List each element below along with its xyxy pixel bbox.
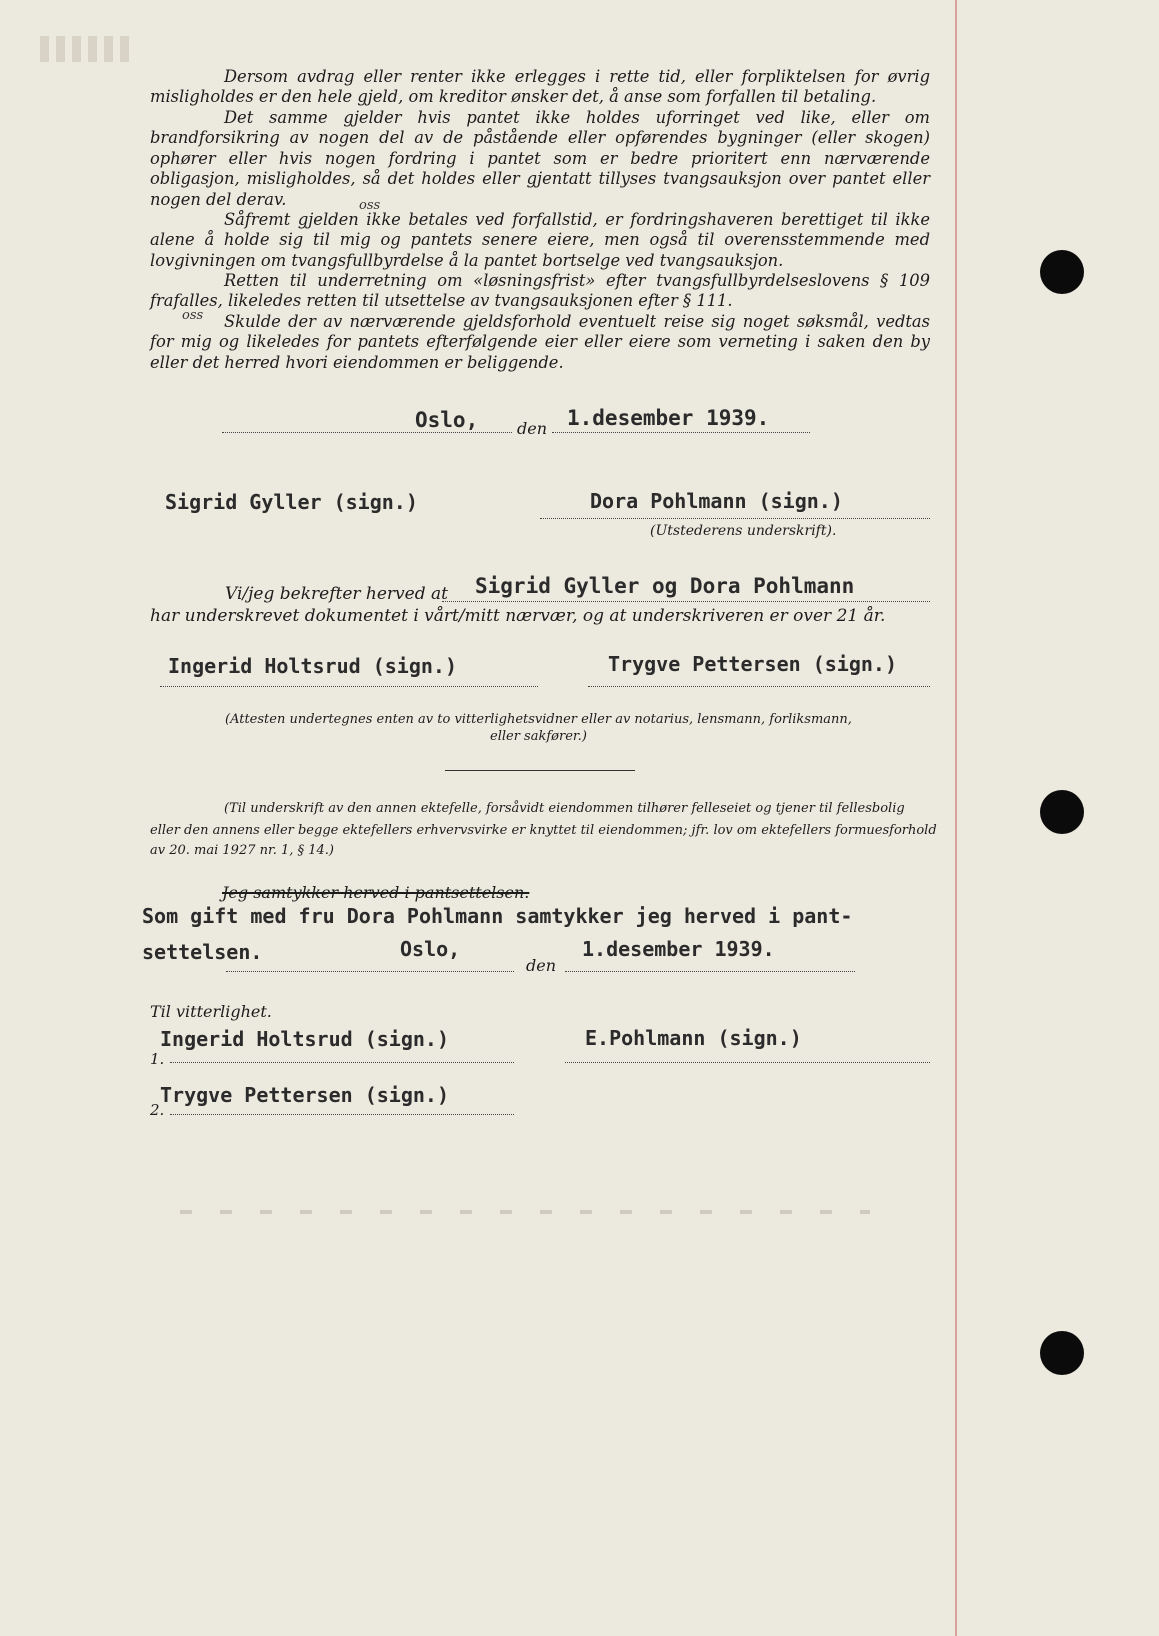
attest-note-line2: eller sakfører.) — [490, 729, 587, 744]
terms-paragraph-5: Skulde der av nærværende gjeldsforhold eventuelt reise sig noget søksmål, vedtas for mig og likeledes for pantets efterfølgende eier eller eiere som verneting i saken den by eller det herred hvori eiendommen er beliggende. — [150, 312, 930, 372]
date-line — [552, 432, 810, 433]
witness-number-2: 2. — [150, 1101, 165, 1119]
attest-prefix: Vi/jeg bekrefter herved at — [225, 584, 448, 604]
consent-typed-line2: settelsen. — [142, 940, 263, 964]
attest-names: Sigrid Gyller og Dora Pohlmann — [475, 574, 855, 598]
consent-place: Oslo, — [400, 937, 461, 961]
punch-hole — [1040, 250, 1084, 294]
terms-paragraph-1: Dersom avdrag eller renter ikke erlegges i rette tid, eller forpliktelsen for øvrig misligholdes er den hele gjeld, om kreditor ønsker det, å anse som forfallen til betaling. — [150, 67, 930, 107]
terms-paragraph-4: Retten til underretning om «løsningsfrist» efter tvangsfullbyrdelseslovens § 109 frafalles, likeledes retten til utsettelse av tvangsauksjonen efter § 111. — [150, 271, 930, 311]
attest-statement: har underskrevet dokumentet i vårt/mitt nærvær, og at underskriveren er over 21 år. — [150, 606, 886, 626]
witness-2: Trygve Pettersen (sign.) — [608, 652, 897, 676]
consent-typed-line1: Som gift med fru Dora Pohlmann samtykker jeg herved i pant- — [142, 904, 853, 928]
spouse-signature: E.Pohlmann (sign.) — [585, 1026, 802, 1050]
attest-line — [442, 601, 930, 602]
punch-hole — [1040, 790, 1084, 834]
corner-stamp-mark — [40, 36, 130, 62]
place-line — [226, 971, 514, 972]
signer-right: Dora Pohlmann (sign.) — [590, 489, 843, 513]
signature-line — [565, 1062, 930, 1063]
separator-rule — [445, 770, 635, 771]
witness-1: Ingerid Holtsrud (sign.) — [168, 654, 457, 678]
signer-left: Sigrid Gyller (sign.) — [165, 490, 418, 514]
handwritten-annotation: oss — [182, 308, 204, 323]
witness-line — [160, 686, 538, 687]
signing-date: 1.desember 1939. — [567, 406, 770, 430]
signer-caption: (Utstederens underskrift). — [650, 523, 837, 539]
witness-line — [588, 686, 930, 687]
terms-paragraph-2: Det samme gjelder hvis pantet ikke holdes uforringet ved like, eller om brandforsikring av nogen del av de påstående eller opførendes bygninger (eller skogen) ophører eller hvis nogen fordring i pantet som er bedre prioritert enn nærværende obligasjon, misligholdes, så det holdes eller gjentatt tillyses tvangsauksjon over pantet eller nogen del derav. — [150, 108, 930, 209]
attest-note-line1: (Attesten undertegnes enten av to vitterlighetsvidner eller av notarius, lensmann, forliksmann, — [225, 712, 852, 727]
witness-line — [170, 1114, 514, 1115]
signing-place: Oslo, — [415, 408, 479, 432]
consent-witness-1: Ingerid Holtsrud (sign.) — [160, 1027, 449, 1051]
witness-number-1: 1. — [150, 1050, 165, 1068]
spouse-note-line1: (Til underskrift av den annen ektefelle, forsåvidt eiendommen tilhører felleseiet og tjener til fellesbolig — [224, 801, 905, 816]
signature-line — [540, 518, 930, 519]
witness-line — [170, 1062, 514, 1063]
punch-hole — [1040, 1331, 1084, 1375]
date-line — [565, 971, 855, 972]
spouse-note-line3: av 20. mai 1927 nr. 1, § 14.) — [150, 843, 334, 858]
bleed-through-marks — [180, 1210, 870, 1214]
vitterlighet-label: Til vitterlighet. — [150, 1002, 272, 1021]
den-label: den — [526, 956, 557, 975]
consent-date: 1.desember 1939. — [582, 937, 775, 961]
margin-rule — [955, 0, 957, 1636]
den-label: den — [517, 419, 548, 438]
struck-consent: Jeg samtykker herved i pantsettelsen. — [222, 883, 530, 902]
spouse-note-line2: eller den annens eller begge ektefellers erhvervsvirke er knyttet til eiendommen; jfr. lov om ektefellers formuesforhold — [150, 823, 937, 838]
consent-witness-2: Trygve Pettersen (sign.) — [160, 1083, 449, 1107]
terms-paragraph-3: Såfremt gjelden ikke betales ved forfallstid, er fordringshaveren berettiget til ikke alene å holde sig til mig og pantets senere eiere, men også til overensstemmende med lovgivningen om tvangsfullbyrdelse å la pantet bortselge ved tvangsauksjon. — [150, 210, 930, 270]
place-line — [222, 432, 512, 433]
handwritten-annotation: oss — [359, 198, 381, 213]
